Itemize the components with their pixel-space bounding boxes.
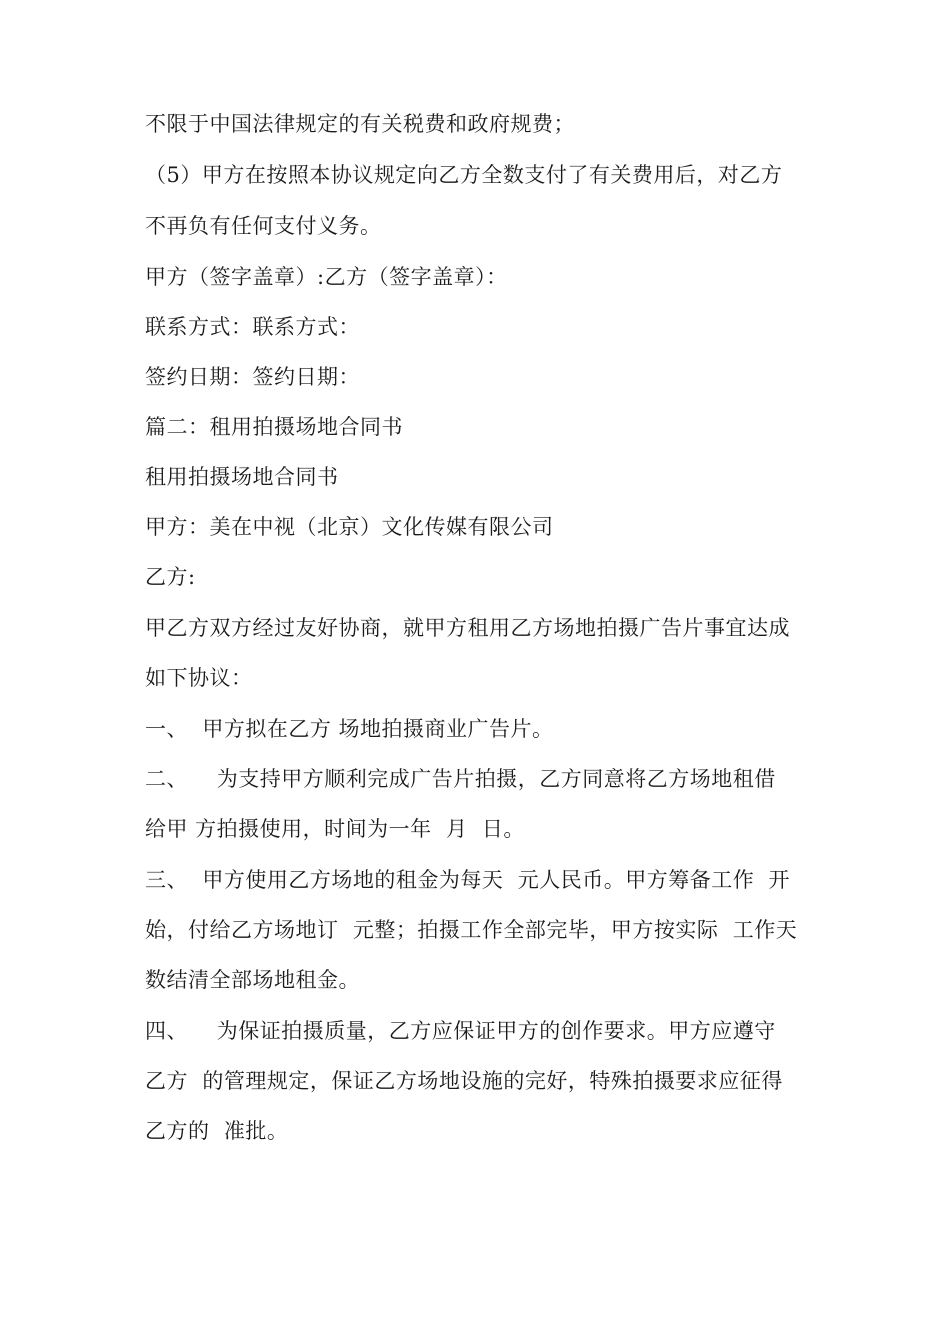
text-line: 如下协议： (145, 666, 253, 690)
clause-line: 给甲 方拍摄使用，时间为一年 月 日。 (145, 817, 525, 841)
contract-title: 租用拍摄场地合同书 (145, 465, 339, 489)
signature-line: 甲方（签字盖章）:乙方（签字盖章）： (145, 265, 508, 289)
clause-line: 始，付给乙方场地订 元整；拍摄工作全部完毕，甲方按实际 工作天 (145, 918, 798, 942)
clause-line: 二、 为支持甲方顺利完成广告片拍摄，乙方同意将乙方场地租借 (145, 767, 776, 791)
section-heading: 篇二：租用拍摄场地合同书 (145, 415, 403, 439)
party-b-line: 乙方: (145, 565, 196, 589)
clause-line: 四、 为保证拍摄质量，乙方应保证甲方的创作要求。甲方应遵守 (145, 1019, 776, 1043)
clause-line: 一、 甲方拟在乙方 场地拍摄商业广告片。 (145, 717, 554, 741)
clause-line: 乙方 的管理规定，保证乙方场地设施的完好，特殊拍摄要求应征得 (145, 1069, 783, 1093)
clause-line: 数结清全部场地租金。 (145, 968, 360, 992)
clause-line: 三、 甲方使用乙方场地的租金为每天 元人民币。甲方筹备工作 开 (145, 868, 791, 892)
text-line: （5）甲方在按照本协议规定向乙方全数支付了有关费用后，对乙方 (145, 163, 783, 187)
text-line: 甲乙方双方经过友好协商，就甲方租用乙方场地拍摄广告片事宜达成 (145, 616, 790, 640)
date-line: 签约日期：签约日期： (145, 365, 360, 389)
party-a-line: 甲方：美在中视（北京）文化传媒有限公司 (145, 515, 554, 539)
text-line: 不限于中国法律规定的有关税费和政府规费； (145, 112, 575, 136)
text-line: 不再负有任何支付义务。 (145, 214, 382, 238)
clause-line: 乙方的 准批。 (145, 1119, 289, 1143)
contact-line: 联系方式：联系方式： (145, 315, 360, 339)
